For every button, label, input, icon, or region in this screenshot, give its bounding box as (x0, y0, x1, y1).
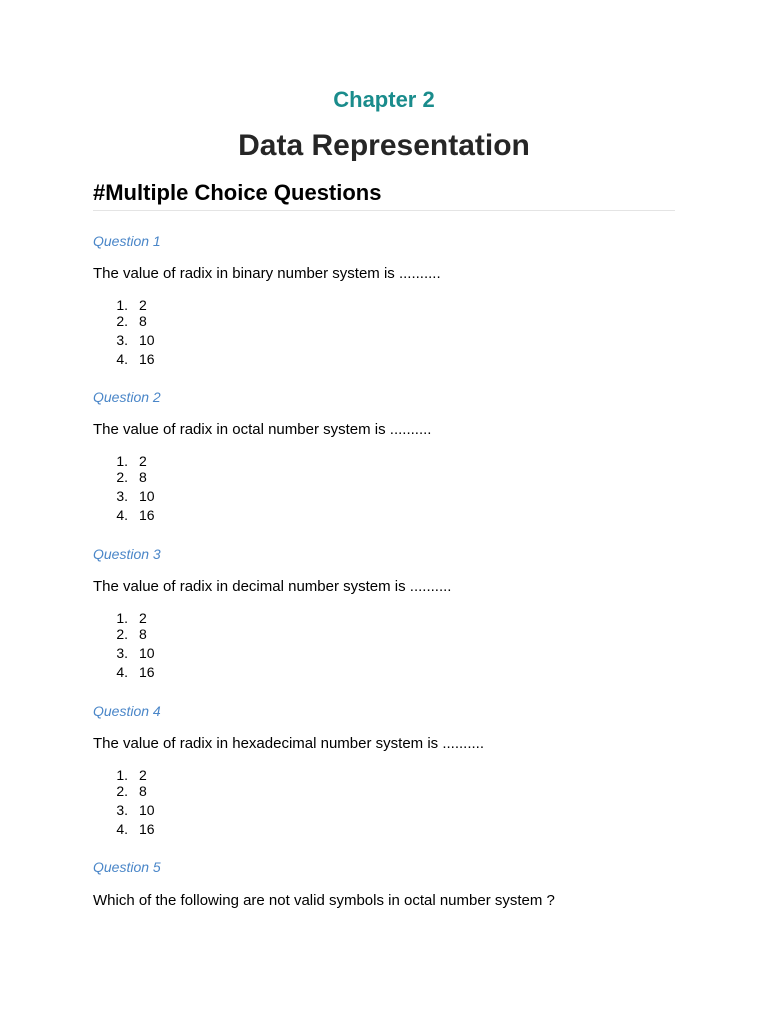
option-value: 2 (139, 610, 147, 626)
option-number: 4. (116, 351, 128, 367)
option-value: 16 (139, 821, 155, 837)
option-value: 10 (139, 645, 155, 661)
option-number: 1. (116, 453, 128, 469)
option-value: 8 (139, 469, 147, 485)
option-value: 2 (139, 767, 147, 783)
question-text: The value of radix in hexadecimal number system is .......... (93, 735, 484, 752)
option-number: 1. (116, 610, 128, 626)
option-number: 2. (116, 469, 128, 485)
option-number: 3. (116, 488, 128, 504)
question-text: The value of radix in binary number system is .......... (93, 265, 441, 282)
chapter-label: Chapter 2 (333, 87, 435, 112)
option-number: 1. (116, 767, 128, 783)
option-number: 2. (116, 783, 128, 799)
option-number: 2. (116, 313, 128, 329)
option-number: 3. (116, 802, 128, 818)
option-number: 4. (116, 664, 128, 680)
question-label: Question 3 (93, 546, 161, 562)
option-value: 10 (139, 332, 155, 348)
option-value: 8 (139, 783, 147, 799)
option-value: 16 (139, 351, 155, 367)
question-label: Question 2 (93, 389, 161, 405)
option-value: 8 (139, 626, 147, 642)
option-number: 4. (116, 821, 128, 837)
page-title: Data Representation (238, 129, 530, 162)
option-value: 16 (139, 664, 155, 680)
option-value: 10 (139, 802, 155, 818)
option-value: 2 (139, 453, 147, 469)
question-text: The value of radix in octal number system is .......... (93, 421, 432, 438)
question-text: The value of radix in decimal number system is .......... (93, 578, 452, 595)
option-number: 1. (116, 297, 128, 313)
option-number: 3. (116, 645, 128, 661)
option-number: 4. (116, 507, 128, 523)
option-value: 10 (139, 488, 155, 504)
question-text: Which of the following are not valid symbols in octal number system ? (93, 892, 555, 909)
option-value: 2 (139, 297, 147, 313)
option-number: 3. (116, 332, 128, 348)
section-heading: #Multiple Choice Questions (93, 180, 382, 205)
question-label: Question 1 (93, 233, 161, 249)
question-label: Question 5 (93, 859, 161, 875)
option-number: 2. (116, 626, 128, 642)
section-divider (93, 210, 675, 211)
option-value: 8 (139, 313, 147, 329)
option-value: 16 (139, 507, 155, 523)
question-label: Question 4 (93, 703, 161, 719)
